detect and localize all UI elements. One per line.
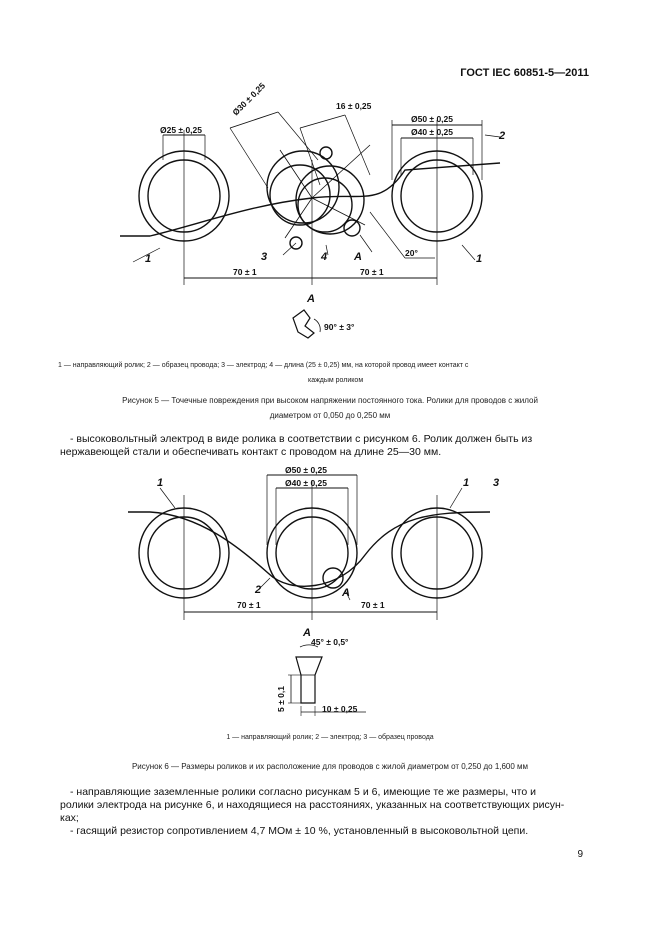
- fig6-marker-1-right: 1: [463, 477, 470, 489]
- fig5-dim-d40: Ø40 ± 0,25: [411, 127, 453, 137]
- figure-6-caption: Рисунок 6 — Размеры роликов и их расположение для проводов с жилой диаметром от 0,250 до 1,600 мм: [131, 762, 529, 771]
- figure-5-caption: [40, 393, 620, 423]
- fig5-marker-2: 2: [499, 130, 506, 142]
- fig6-detail-title-a: A: [303, 627, 311, 639]
- figure-6-labels: [157, 465, 499, 714]
- fig6-detail-circle: [323, 568, 343, 588]
- fig5-dim-angle20: 20°: [405, 248, 418, 258]
- fig6-dim-d40: Ø40 ± 0,25: [285, 478, 327, 488]
- paragraph-electrode-line1: - высоковольтный электрод в виде ролика в соответствии с рисунком 6. Ролик должен быть из: [70, 433, 533, 445]
- fig5-dim-span-right: 70 ± 1: [360, 267, 384, 277]
- figure-6-drawing: [128, 475, 490, 716]
- fig5-detail-a-shape: [293, 310, 314, 338]
- fig6-detail-a-shape: [296, 657, 322, 703]
- fig6-detail-height: 5 ± 0,1: [276, 686, 286, 712]
- paragraph-rollers-line3: ках;: [60, 812, 79, 824]
- fig5-marker-1-right: 1: [476, 253, 483, 265]
- fig6-marker-3: 3: [493, 477, 500, 489]
- figure-5-labels: [145, 80, 505, 332]
- fig5-detail-angle: 90° ± 3°: [324, 322, 355, 332]
- fig5-dim-d25: Ø25 ± 0,25: [160, 125, 202, 135]
- figure-6-legend: 1 — направляющий ролик; 2 — электрод; 3 — образец провода: [226, 734, 434, 741]
- fig5-small-roller-top: [320, 147, 332, 159]
- figure-5-legend-line2: каждым роликом: [308, 377, 364, 384]
- fig5-marker-4: 4: [321, 251, 328, 263]
- fig5-detail-title-a: A: [307, 293, 315, 305]
- fig6-marker-1-left: 1: [157, 477, 164, 489]
- fig5-dim-d30: Ø30 ± 0,25: [230, 80, 268, 118]
- fig6-detail-width: 10 ± 0,25: [322, 704, 358, 714]
- fig5-dim-16: 16 ± 0,25: [336, 101, 372, 111]
- standard-header: ГОСТ IEC 60851-5—2011: [460, 67, 589, 79]
- figure-5-caption-line1: Рисунок 5 — Точечные повреждения при высоком напряжении постоянного тока. Ролики для проводов с жилой: [122, 396, 538, 405]
- figure-5-caption-line2: диаметром от 0,050 до 0,250 мм: [269, 411, 391, 420]
- figure-5-legend-line1: 1 — направляющий ролик; 2 — образец провода; 3 — электрод; 4 — длина (25 ± 0,25) мм, на которой провод имеет контакт с: [58, 362, 469, 369]
- fig6-detail-angle: 45° ± 0,5°: [311, 637, 349, 647]
- fig5-wire-path: [120, 163, 500, 236]
- fig5-dim-d50: Ø50 ± 0,25: [411, 114, 453, 124]
- fig6-marker-a: A: [342, 587, 350, 599]
- fig5-marker-1-left: 1: [145, 253, 152, 265]
- fig5-marker-3: 3: [261, 251, 268, 263]
- fig6-marker-2: 2: [255, 584, 262, 596]
- fig6-dim-span-right: 70 ± 1: [361, 600, 385, 610]
- paragraph-electrode-line2: нержавеющей стали и обеспечивать контакт с проводом на длине 25—30 мм.: [60, 446, 442, 458]
- figure-5-legend: [58, 358, 603, 388]
- fig6-wire-path: [128, 512, 490, 586]
- page-number: 9: [577, 849, 583, 860]
- fig5-dim-span-left: 70 ± 1: [233, 267, 257, 277]
- paragraph-electrode: [60, 433, 590, 459]
- paragraph-rollers-line1: - направляющие заземленные ролики согласно рисункам 5 и 6, имеющие те же размеры, что и: [70, 786, 536, 798]
- fig6-dim-span-left: 70 ± 1: [237, 600, 261, 610]
- fig6-dim-d50: Ø50 ± 0,25: [285, 465, 327, 475]
- fig5-marker-a: A: [354, 251, 362, 263]
- paragraph-rollers-line4: - гасящий резистор сопротивлением 4,7 МОм ± 10 %, установленный в высоковольтной цепи.: [70, 825, 529, 837]
- fig5-detail-circle: [344, 220, 360, 236]
- paragraph-rollers-line2: ролики электрода на рисунке 6, и находящиеся на расстояниях, указанных на соответствующих рисун-: [60, 799, 565, 811]
- paragraph-rollers: [60, 786, 595, 838]
